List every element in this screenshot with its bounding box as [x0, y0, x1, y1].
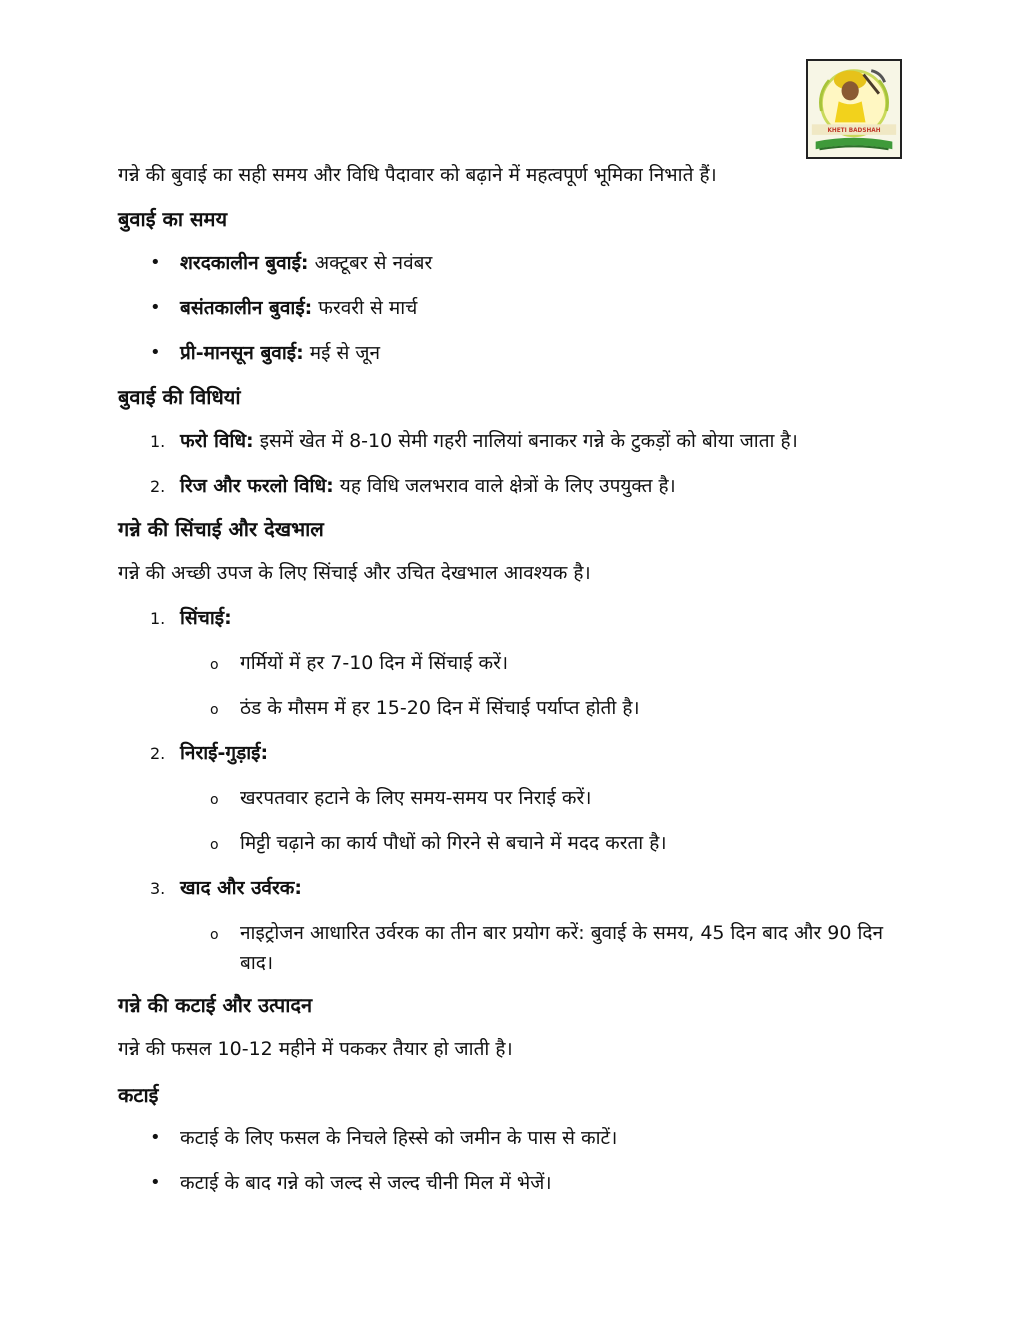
- item-text: फरवरी से मार्च: [312, 297, 418, 319]
- heading-cutting: कटाई: [118, 1083, 159, 1107]
- item-text: ठंड के मौसम में हर 15-20 दिन में सिंचाई पर्याप्त होती है।: [240, 697, 640, 719]
- bullet-mark: •: [150, 252, 161, 273]
- item-text: यह विधि जलभराव वाले क्षेत्रों के लिए उपयुक्त है।: [333, 475, 676, 497]
- sub-bullet-mark: o: [210, 657, 219, 673]
- list-item: [118, 738, 908, 768]
- item-label: सिंचाई:: [180, 607, 232, 629]
- number-mark: 1.: [150, 609, 166, 628]
- intro-paragraph: गन्ने की बुवाई का सही समय और विधि पैदावार को बढ़ाने में महत्वपूर्ण भूमिका निभाते हैं।: [118, 164, 717, 186]
- cutting-list: [118, 1123, 908, 1198]
- item-text: खरपतवार हटाने के लिए समय-समय पर निराई करें।: [240, 787, 592, 809]
- sub-bullet-mark: o: [210, 927, 219, 943]
- list-item: [118, 603, 908, 633]
- sowing-time-list: [118, 248, 908, 368]
- item-text: अक्टूबर से नवंबर: [308, 252, 433, 274]
- item-text: मिट्टी चढ़ाने का कार्य पौधों को गिरने से बचाने में मदद करता है।: [240, 832, 667, 854]
- sub-list-item: [118, 783, 908, 813]
- heading-harvest: गन्ने की कटाई और उत्पादन: [118, 993, 313, 1017]
- document-content: [118, 160, 908, 1198]
- svg-text:KHETI BADSHAH: KHETI BADSHAH: [827, 127, 881, 134]
- item-text: कटाई के बाद गन्ने को जल्द से जल्द चीनी मिल में भेजें।: [180, 1172, 552, 1194]
- list-item: [118, 248, 908, 278]
- item-text: मई से जून: [303, 342, 381, 364]
- sowing-methods-list: [118, 426, 908, 501]
- item-label: रिज और फरलो विधि:: [180, 475, 334, 497]
- number-mark: 2.: [150, 744, 166, 763]
- item-text: इसमें खेत में 8-10 सेमी गहरी नालियां बनाकर गन्ने के टुकड़ों को बोया जाता है।: [253, 430, 798, 452]
- sub-list-item: [118, 693, 908, 723]
- farmer-logo-icon: [808, 61, 900, 157]
- item-label: निराई-गुड़ाई:: [180, 742, 269, 764]
- irrigation-intro: गन्ने की अच्छी उपज के लिए सिंचाई और उचित देखभाल आवश्यक है।: [118, 562, 591, 584]
- item-label: बसंतकालीन बुवाई:: [180, 297, 313, 319]
- list-item: [118, 293, 908, 323]
- sub-bullet-mark: o: [210, 792, 219, 808]
- sub-list-item: [118, 648, 908, 678]
- number-mark: 3.: [150, 879, 166, 898]
- kheti-badshah-logo: [806, 59, 902, 159]
- heading-irrigation: गन्ने की सिंचाई और देखभाल: [118, 517, 324, 541]
- bullet-mark: •: [150, 1127, 161, 1148]
- number-mark: 1.: [150, 432, 166, 451]
- number-mark: 2.: [150, 477, 166, 496]
- item-text: कटाई के लिए फसल के निचले हिस्से को जमीन के पास से काटें।: [180, 1127, 618, 1149]
- list-item: [118, 1123, 908, 1153]
- sub-list-item: [118, 918, 908, 978]
- bullet-mark: •: [150, 1172, 161, 1193]
- item-label: प्री-मानसून बुवाई:: [180, 342, 304, 364]
- heading-sowing-time: बुवाई का समय: [118, 207, 228, 231]
- list-item: [118, 1168, 908, 1198]
- harvest-intro: गन्ने की फसल 10-12 महीने में पककर तैयार हो जाती है।: [118, 1038, 513, 1060]
- irrigation-list: [118, 603, 908, 978]
- list-item: [118, 338, 908, 368]
- item-text: नाइट्रोजन आधारित उर्वरक का तीन बार प्रयोग करें: बुवाई के समय, 45 दिन बाद और 90 दिन बाद।: [240, 922, 884, 974]
- sub-bullet-mark: o: [210, 837, 219, 853]
- list-item: [118, 426, 908, 456]
- item-label: फरो विधि:: [180, 430, 254, 452]
- bullet-mark: •: [150, 342, 161, 363]
- sub-bullet-mark: o: [210, 702, 219, 718]
- list-item: [118, 471, 908, 501]
- item-label: शरदकालीन बुवाई:: [180, 252, 309, 274]
- item-text: गर्मियों में हर 7-10 दिन में सिंचाई करें।: [240, 652, 509, 674]
- bullet-mark: •: [150, 297, 161, 318]
- heading-sowing-methods: बुवाई की विधियां: [118, 385, 241, 409]
- list-item: [118, 873, 908, 903]
- item-label: खाद और उर्वरक:: [180, 877, 302, 899]
- sub-list-item: [118, 828, 908, 858]
